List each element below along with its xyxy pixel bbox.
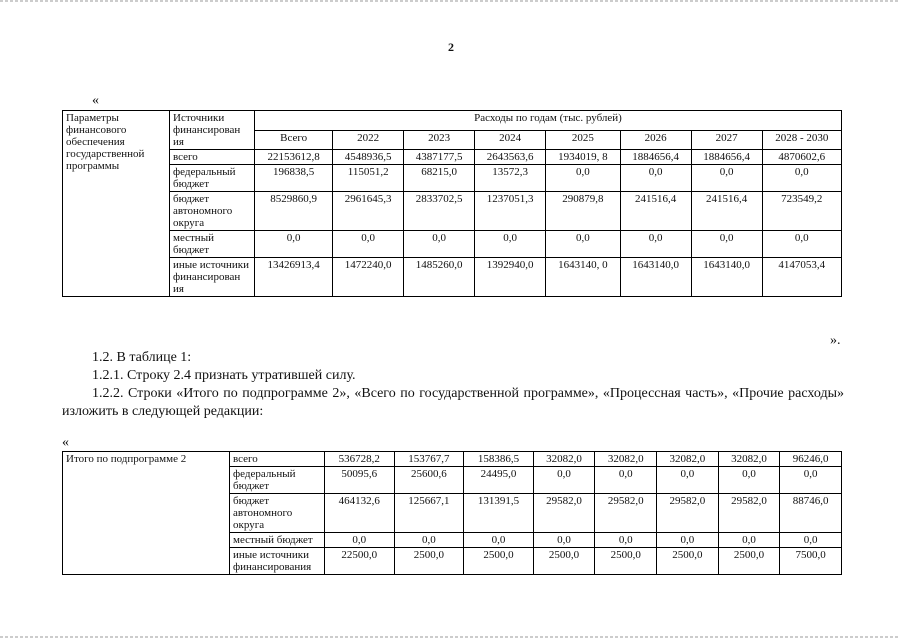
value-cell: 68215,0 [404, 165, 475, 192]
value-cell: 290879,8 [546, 192, 621, 231]
year-header: 2026 [620, 130, 691, 150]
value-cell: 0,0 [718, 467, 780, 494]
paragraph-2: 1.2.1. Строку 2.4 признать утратившей силу. [92, 368, 356, 383]
source-cell: всего [170, 150, 255, 165]
value-cell: 723549,2 [762, 192, 841, 231]
value-cell: 32082,0 [657, 452, 719, 467]
value-cell: 0,0 [325, 533, 395, 548]
year-header: Всего [255, 130, 333, 150]
value-cell: 1392940,0 [475, 258, 546, 297]
subprogram-title: Итого по подпрограмме 2 [63, 452, 230, 575]
value-cell: 2833702,5 [404, 192, 475, 231]
value-cell: 0,0 [780, 533, 842, 548]
year-header: 2025 [546, 130, 621, 150]
paragraph-1: 1.2. В таблице 1: [92, 350, 192, 365]
value-cell: 0,0 [464, 533, 534, 548]
value-cell: 2500,0 [394, 548, 464, 575]
value-cell: 2500,0 [533, 548, 595, 575]
value-cell: 0,0 [404, 231, 475, 258]
subprogram-table [62, 451, 842, 575]
table-header-row [63, 111, 842, 131]
value-cell: 1237051,3 [475, 192, 546, 231]
value-cell: 131391,5 [464, 494, 534, 533]
value-cell: 7500,0 [780, 548, 842, 575]
source-cell: федеральный бюджет [230, 467, 325, 494]
value-cell: 464132,6 [325, 494, 395, 533]
value-cell: 0,0 [691, 231, 762, 258]
expenses-header: Расходы по годам (тыс. рублей) [255, 111, 842, 131]
year-header: 2024 [475, 130, 546, 150]
value-cell: 0,0 [762, 231, 841, 258]
value-cell: 32082,0 [718, 452, 780, 467]
value-cell: 0,0 [718, 533, 780, 548]
source-cell: иные источники финансирован ия [170, 258, 255, 297]
value-cell: 4548936,5 [333, 150, 404, 165]
value-cell: 4147053,4 [762, 258, 841, 297]
value-cell: 115051,2 [333, 165, 404, 192]
value-cell: 0,0 [595, 533, 657, 548]
value-cell: 1643140, 0 [546, 258, 621, 297]
value-cell: 88746,0 [780, 494, 842, 533]
value-cell: 29582,0 [718, 494, 780, 533]
value-cell: 2500,0 [595, 548, 657, 575]
table-row [63, 231, 842, 258]
value-cell: 1485260,0 [404, 258, 475, 297]
year-header: 2022 [333, 130, 404, 150]
value-cell: 153767,7 [394, 452, 464, 467]
value-cell: 158386,5 [464, 452, 534, 467]
value-cell: 29582,0 [595, 494, 657, 533]
value-cell: 32082,0 [595, 452, 657, 467]
value-cell: 0,0 [475, 231, 546, 258]
value-cell: 8529860,9 [255, 192, 333, 231]
value-cell: 1884656,4 [691, 150, 762, 165]
value-cell: 96246,0 [780, 452, 842, 467]
value-cell: 2961645,3 [333, 192, 404, 231]
value-cell: 32082,0 [533, 452, 595, 467]
value-cell: 0,0 [255, 231, 333, 258]
value-cell: 13572,3 [475, 165, 546, 192]
table-row [63, 165, 842, 192]
value-cell: 25600,6 [394, 467, 464, 494]
value-cell: 0,0 [546, 231, 621, 258]
page-number: 2 [448, 40, 454, 54]
table-row [63, 150, 842, 165]
value-cell: 50095,6 [325, 467, 395, 494]
value-cell: 2643563,6 [475, 150, 546, 165]
year-header: 2023 [404, 130, 475, 150]
value-cell: 2500,0 [718, 548, 780, 575]
value-cell: 1934019, 8 [546, 150, 621, 165]
source-cell: всего [230, 452, 325, 467]
value-cell: 0,0 [780, 467, 842, 494]
value-cell: 1643140,0 [620, 258, 691, 297]
quote-open-1: « [92, 93, 99, 108]
source-cell: бюджет автономного округа [230, 494, 325, 533]
quote-open-2: « [62, 435, 69, 450]
source-cell: федеральный бюджет [170, 165, 255, 192]
value-cell: 13426913,4 [255, 258, 333, 297]
value-cell: 29582,0 [657, 494, 719, 533]
value-cell: 0,0 [620, 165, 691, 192]
value-cell: 22500,0 [325, 548, 395, 575]
value-cell: 4870602,6 [762, 150, 841, 165]
value-cell: 1884656,4 [620, 150, 691, 165]
value-cell: 0,0 [533, 467, 595, 494]
source-cell: местный бюджет [230, 533, 325, 548]
param-header: Параметры финансового обеспечения государственной программы [63, 111, 170, 297]
value-cell: 0,0 [546, 165, 621, 192]
value-cell: 241516,4 [620, 192, 691, 231]
table-row [63, 452, 842, 467]
value-cell: 0,0 [595, 467, 657, 494]
year-header: 2027 [691, 130, 762, 150]
value-cell: 0,0 [657, 533, 719, 548]
scan-edge-bottom [0, 636, 899, 638]
scan-edge-top [0, 0, 899, 2]
table-row [63, 258, 842, 297]
source-cell: бюджет автономного округа [170, 192, 255, 231]
value-cell: 0,0 [394, 533, 464, 548]
year-header: 2028 - 2030 [762, 130, 841, 150]
source-header: Источники финансирован ия [170, 111, 255, 150]
source-cell: местный бюджет [170, 231, 255, 258]
value-cell: 29582,0 [533, 494, 595, 533]
financing-table [62, 110, 842, 297]
value-cell: 24495,0 [464, 467, 534, 494]
value-cell: 0,0 [620, 231, 691, 258]
value-cell: 241516,4 [691, 192, 762, 231]
value-cell: 1472240,0 [333, 258, 404, 297]
source-cell: иные источники финансирования [230, 548, 325, 575]
value-cell: 1643140,0 [691, 258, 762, 297]
paragraph-3: 1.2.2. Строки «Итого по подпрограмме 2», «Всего по государственной программе», «Процессная часть», «Прочие расходы» изложить в следующей редакции: [62, 386, 844, 419]
table-row [63, 192, 842, 231]
value-cell: 0,0 [533, 533, 595, 548]
value-cell: 0,0 [333, 231, 404, 258]
value-cell: 0,0 [691, 165, 762, 192]
value-cell: 196838,5 [255, 165, 333, 192]
value-cell: 22153612,8 [255, 150, 333, 165]
value-cell: 2500,0 [657, 548, 719, 575]
value-cell: 0,0 [762, 165, 841, 192]
value-cell: 0,0 [657, 467, 719, 494]
value-cell: 536728,2 [325, 452, 395, 467]
value-cell: 4387177,5 [404, 150, 475, 165]
value-cell: 125667,1 [394, 494, 464, 533]
quote-close: ». [830, 333, 841, 348]
value-cell: 2500,0 [464, 548, 534, 575]
